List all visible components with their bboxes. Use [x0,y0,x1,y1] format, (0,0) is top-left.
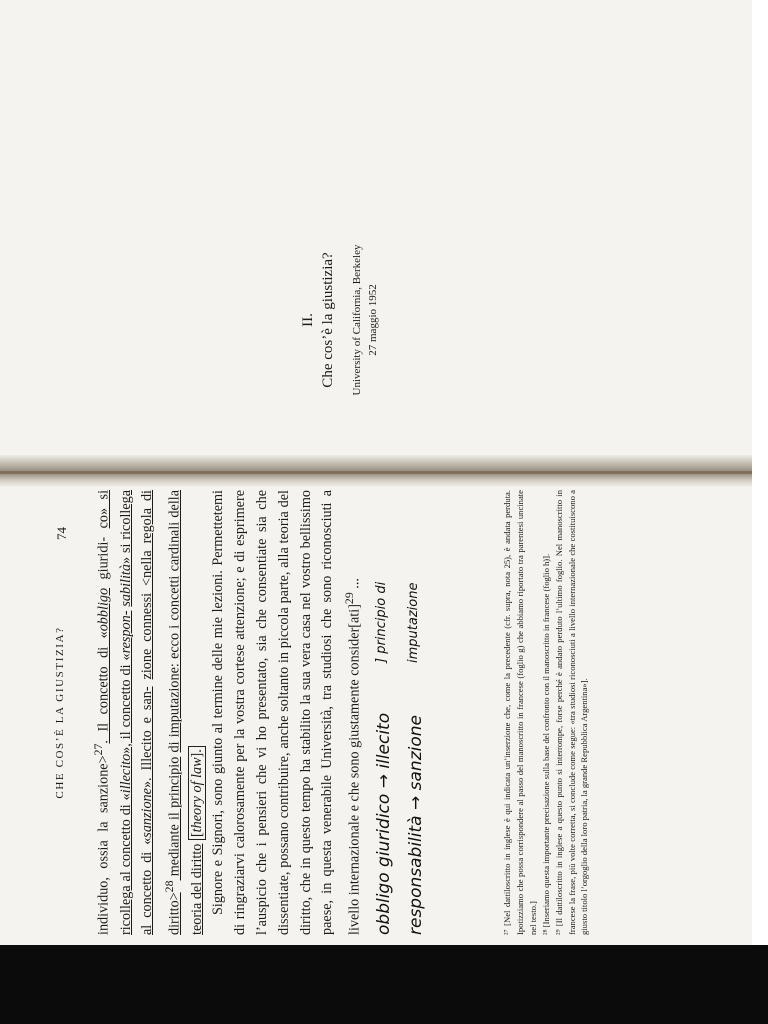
running-head: CHE COS’È LA GIUSTIZIA? [54,626,66,799]
text-page [54,485,766,935]
chapter-number: II. [300,313,316,327]
page-number: 74 [54,527,69,540]
paragraph-2: Signore e Signori, sono giunto al termine delle mie lezioni. Permettetemi di ringraziarvi calorosamente per la vostra cortese attenzione; e di esprimere l’auspicio che i pensieri che vi ho presentato, sia che consentiate sia che dissentiate, possano contribuire, anche soltanto in piccola parte, alla teoria del diritto, che in questo tempo ha stabilito la sua vera casa nel vostro bellissimo paese, in questa venerabile Università, tra studiosi che sono riconosciuti a livello internazionale e che sono giustamente consider[ati]$^{29}$ ... [210,490,363,935]
handwriting-line-2: responsabilità → sanzione [406,715,426,935]
boxed-term: [theory of law]. [188,746,206,840]
footnote-27: ²⁷ [Nel dattiloscritto in inglese è qui indicata un’inserzione che, come la precedente (cfr. supra, nota 25), è andata perduta. Ipotizziamo che possa corrispondere al passo del manoscritto in francese (foglio g) che abbiamo riportato tra parentesi uncinate nel testo.] [502,490,538,935]
handwriting-bracket-note: ] principio di [374,581,389,663]
handwritten-annotation [356,490,466,935]
lecture-place: University of California, Berkeley [351,244,363,396]
body-text [88,490,367,935]
scanner-edge [0,945,768,1024]
handwriting-line-1: obbligo giuridico → illecito [374,712,394,935]
lecture-date: 27 maggio 1952 [367,284,379,356]
paragraph-1: individuo, ossia la sanzione>$^{27}$. Il concetto di «obbligo giuridi- co» si ricollega al concetto di «illecito», il concetto di «respon- sabilità» si ricollega al concetto di «sanzione». Illecito e san- zione connessi <nella regola di diritto>$^{28}$ mediante il principio di imputazione: ecco i concetti cardinali della teoria del diritto [theory of law]. [91,489,205,935]
chapter-title-block [300,170,380,470]
footnotes [501,490,591,935]
chapter-title: Che cos’è la giustizia? [320,252,336,388]
footnote-29: ²⁹ [Il dattiloscritto in inglese a questo punto si interrompe, forse perché è andato perduto l’ultimo foglio. Nel manoscritto in francese la frase, più volte corretta, si conclude come segue: «tra studiosi riconosciuti a livello internazionale che costituiscono a giusto titolo l’orgoglio della loro patria, la grande Repubblica Argentina»]. [553,490,590,935]
footnote-28: ²⁸ [Inseriamo questa importante precisazione sulla base del confronto con il manoscritto in francese (foglio h)]. [540,553,551,935]
handwriting-imputazione: imputazione [406,582,421,663]
gutter-shadow-line [0,471,768,474]
